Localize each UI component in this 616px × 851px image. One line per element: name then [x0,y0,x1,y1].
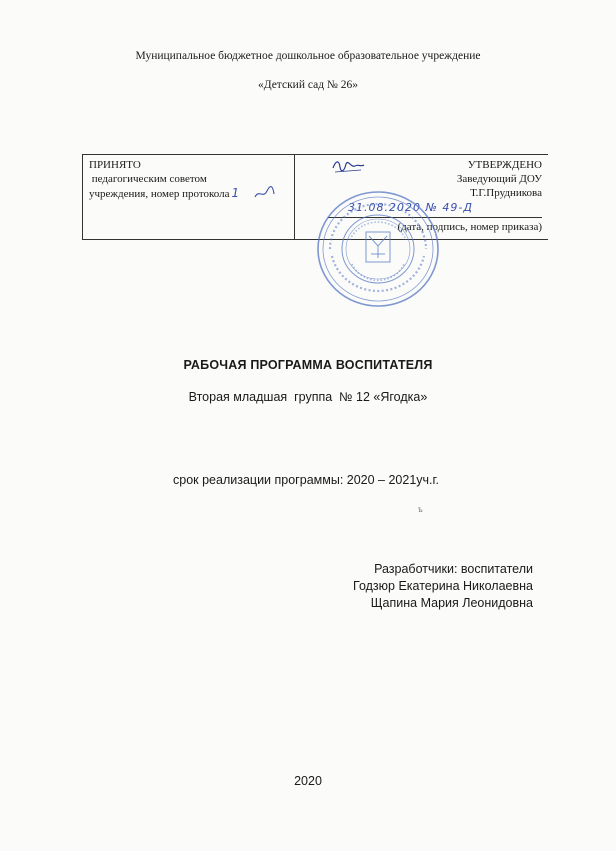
document-title: РАБОЧАЯ ПРОГРАММА ВОСПИТАТЕЛЯ [183,358,433,372]
official-seal-icon [316,190,440,308]
accepted-line2 [89,186,239,201]
organization-short-name: «Детский сад № 26» [257,79,359,91]
signature-icon [331,158,365,176]
protocol-handwriting-icon [253,185,275,201]
protocol-number: 1 [231,186,240,200]
developer-1: Годзюр Екатерина Николаевна [353,579,533,593]
organization-name: Муниципальное бюджетное дошкольное образовательное учреждение [135,50,481,62]
accepted-line1: педагогическим советом [89,173,207,185]
program-term: срок реализации программы: 2020 – 2021уч.г. [173,473,440,487]
accepted-block [89,158,239,201]
developer-2: Щапина Мария Леонидовна [370,596,533,610]
document-year: 2020 [294,774,322,788]
approved-position: Заведующий ДОУ [456,173,542,185]
approved-heading: УТВЕРЖДЕНО [467,159,542,171]
accepted-heading: ПРИНЯТО [89,159,141,171]
group-name: Вторая младшая группа № 12 «Ягодка» [188,390,428,404]
order-handwriting-text: 31.08.2020 № 49-Д [348,201,473,214]
accepted-line2-text: учреждения, номер протокола [89,188,230,200]
scan-speck: ъ [418,504,423,514]
table-divider [294,155,295,239]
approved-name: Т.Г.Прудникова [470,187,542,199]
developers-label: Разработчики: воспитатели [374,562,533,576]
approval-table [82,154,548,240]
signature-caption: (дата, подпись, номер приказа) [397,221,542,233]
developers-block [353,561,533,612]
approved-block [457,158,542,200]
